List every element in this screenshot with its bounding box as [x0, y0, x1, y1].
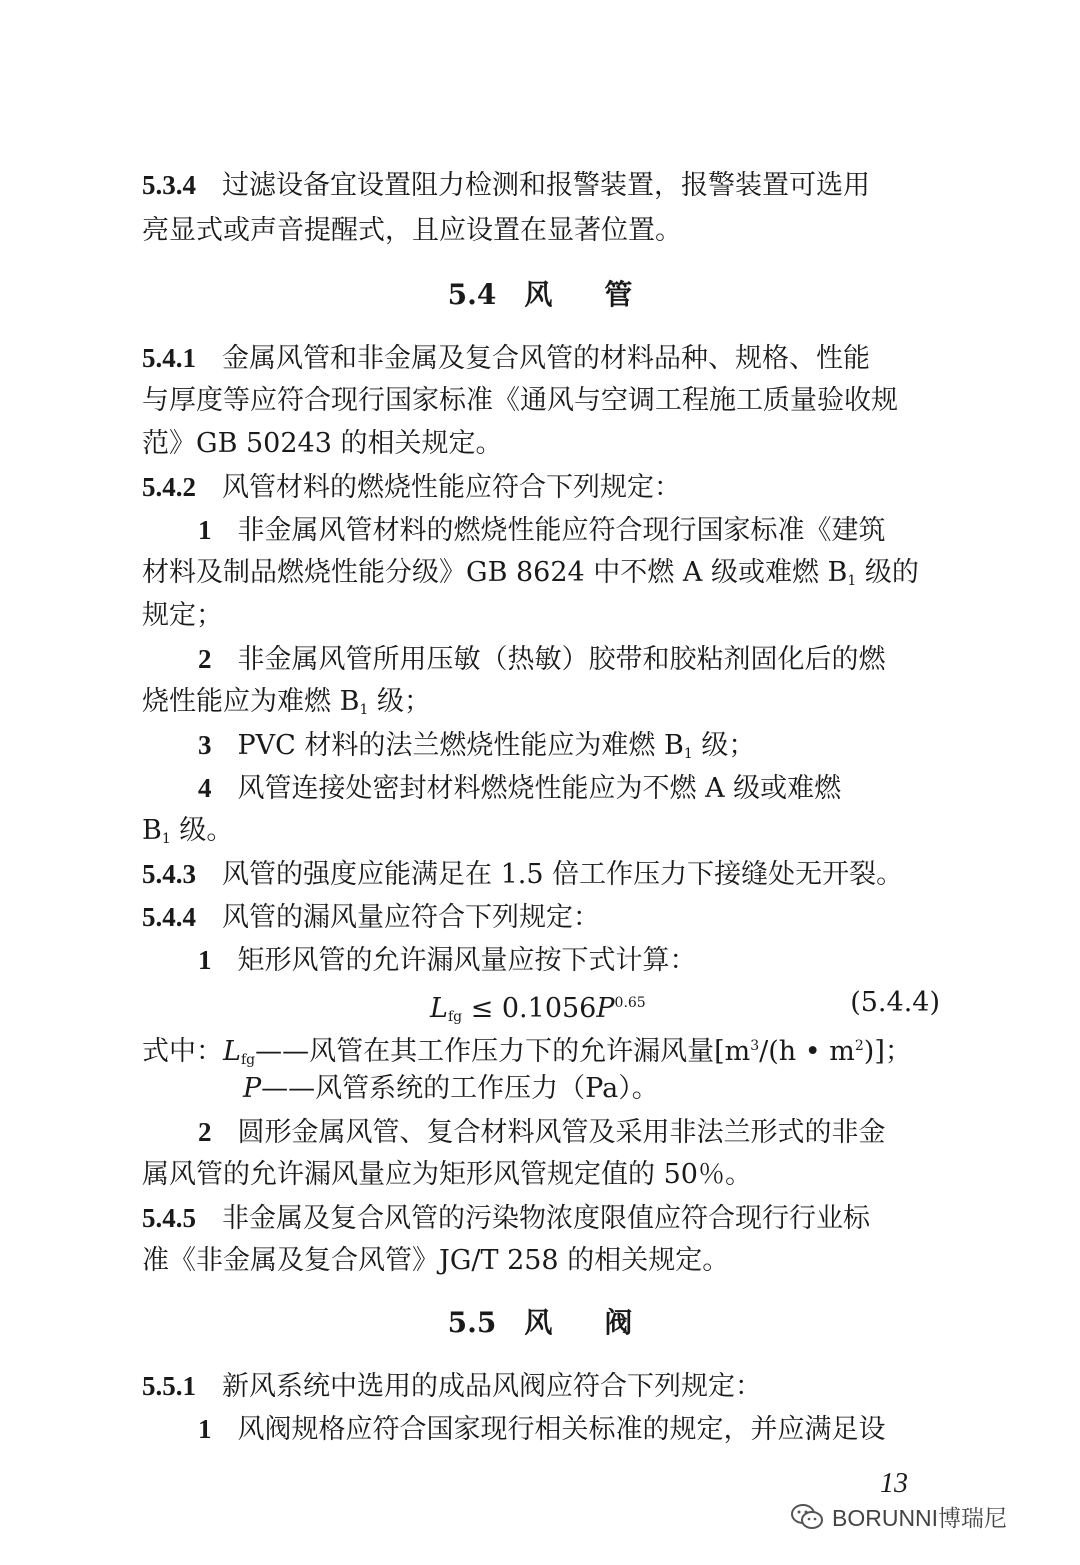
item-3-line-1: 3 PVC 材料的法兰燃烧性能应为难燃 $B_1$ 级；: [198, 730, 756, 762]
item-1-line-3: 规定；: [142, 600, 223, 631]
clause-5-4-1-line-1: 5.4.1 金属风管和非金属及复合风管的材料品种、规格、性能: [142, 343, 870, 374]
item-2-line-1: 2 非金属风管所用压敏（热敏）胶带和胶粘剂固化后的燃: [198, 644, 886, 675]
formula-5-4-4: $L_{fg} \le 0.1056P^{0.65}$ (5.4.4): [430, 982, 940, 1038]
item-1-line-1: 1 矩形风管的允许漏风量应按下式计算：: [198, 945, 697, 976]
section-heading-5-5: 5.5 风 阀: [447, 1306, 633, 1339]
clause-5-4-5-line-2: 准《非金属及复合风管》JG/T 258 的相关规定。: [142, 1245, 730, 1276]
clause-5-5-1-line-1: 5.5.1 新风系统中选用的成品风阀应符合下列规定：: [142, 1371, 762, 1402]
item-1-line-1: 1 非金属风管材料的燃烧性能应符合现行国家标准《建筑: [198, 515, 886, 546]
clause-number: 5.4.2: [142, 472, 196, 502]
item-4-line-1: 4 风管连接处密封材料燃烧性能应为不燃 A 级或难燃: [198, 773, 842, 804]
clause-number: 5.4.1: [142, 343, 196, 373]
wechat-icon: [790, 1503, 824, 1531]
watermark-text: BORUNNI博瑞尼: [832, 1505, 1008, 1531]
watermark: [790, 1500, 1007, 1533]
item-2-line-2: 烧性能应为难燃 $B_1$ 级；: [142, 686, 431, 718]
clause-number: 5.4.3: [142, 859, 196, 889]
clause-number: 5.4.4: [142, 902, 196, 932]
clause-5-4-3-line-1: 5.4.3 风管的强度应能满足在 1.5 倍工作压力下接缝处无开裂。: [142, 859, 904, 890]
item-1-line-1: 1 风阀规格应符合国家现行相关标准的规定，并应满足设: [198, 1414, 886, 1445]
clause-5-4-1-line-2: 与厚度等应符合现行国家标准《通风与空调工程施工质量验收规: [142, 385, 898, 416]
clause-number: 5.4.5: [142, 1203, 196, 1233]
page-number: 13: [880, 1468, 908, 1499]
clause-5-4-2-line-1: 5.4.2 风管材料的燃烧性能应符合下列规定：: [142, 472, 681, 503]
where-line-2: P——风管系统的工作压力（Pa）。: [243, 1073, 659, 1104]
clause-5-4-4-line-1: 5.4.4 风管的漏风量应符合下列规定：: [142, 902, 600, 933]
item-2-line-2: 属风管的允许漏风量应为矩形风管规定值的 50％。: [142, 1159, 752, 1190]
where-line-1: 式中：$L_{fg}——$风管在其工作压力下的允许漏风量[$m^3/(h$ • $m^2$)]；: [142, 1036, 912, 1068]
item-2-line-1: 2 圆形金属风管、复合材料风管及采用非法兰形式的非金: [198, 1117, 886, 1148]
clause-5-3-4-line-2: 亮显式或声音提醒式，且应设置在显著位置。: [142, 215, 682, 246]
section-heading-5-4: 5.4 风 管: [447, 278, 633, 311]
item-1-line-2: 材料及制品燃烧性能分级》GB 8624 中不燃 A 级或难燃 $B_1$ 级的: [142, 557, 919, 589]
clause-number: 5.5.1: [142, 1371, 196, 1401]
clause-5-3-4-line-1: 5.3.4 过滤设备宜设置阻力检测和报警装置，报警装置可选用: [142, 170, 870, 201]
clause-number: 5.3.4: [142, 170, 196, 200]
clause-5-4-5-line-1: 5.4.5 非金属及复合风管的污染物浓度限值应符合现行行业标: [142, 1203, 870, 1234]
item-4-line-2: $B_1$ 级。: [142, 815, 234, 847]
clause-5-4-1-line-3: 范》GB 50243 的相关规定。: [142, 428, 503, 459]
equation-number: (5.4.4): [850, 987, 940, 1018]
